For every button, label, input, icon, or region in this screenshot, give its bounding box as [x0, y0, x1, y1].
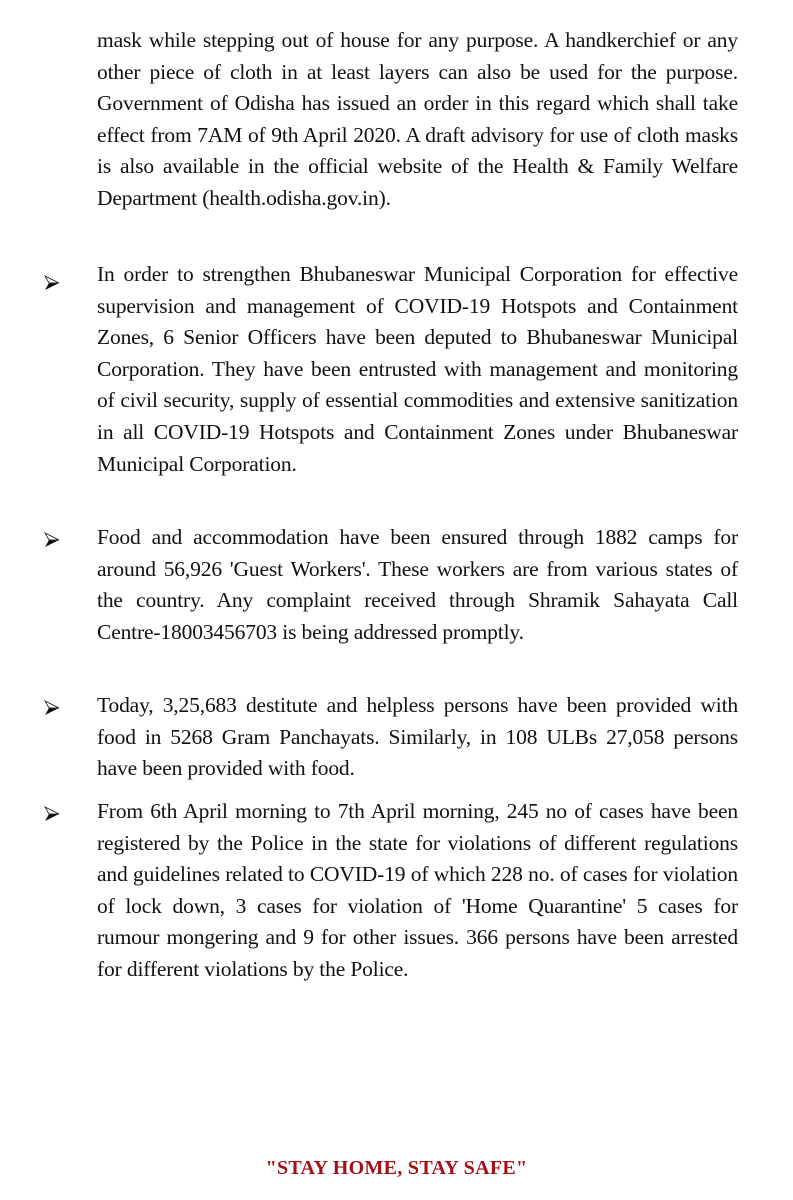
arrowhead-bullet-icon	[44, 532, 60, 548]
footer-slogan: "STAY HOME, STAY SAFE"	[265, 1157, 528, 1179]
arrowhead-bullet-icon	[44, 700, 60, 716]
arrowhead-bullet-icon	[44, 275, 60, 291]
bullet-text: Today, 3,25,683 destitute and helpless persons have been provided with food in 5268 Gram Panchayats. Similarly, in 108 ULBs 27,058 persons have been provided with food.	[97, 693, 738, 781]
continuation-paragraph: mask while stepping out of house for any purpose. A handkerchief or any other piece of cloth in at least layers can also be used for the purpose. Government of Odisha has issued an order in this regard which shall take effect from 7AM of 9th April 2020. A draft advisory for use of cloth masks is also available in the official website of the Health & Family Welfare Department (health.odisha.gov.in).	[97, 28, 738, 210]
bullet-text: Food and accommodation have been ensured through 1882 camps for around 56,926 'Guest Workers'. These workers are from various states of the country. Any complaint received through Shramik Sahayata Call Centre-18003456703 is being addressed promptly.	[97, 525, 738, 644]
bullet-text: From 6th April morning to 7th April morning, 245 no of cases have been registered by the Police in the state for violations of different regulations and guidelines related to COVID-19 of which 228 no. of cases for violation of lock down, 3 cases for violation of 'Home Quarantine' 5 cases for rumour mongering and 9 for other issues. 366 persons have been arrested for different violations by the Police.	[97, 799, 738, 981]
bullet-text: In order to strengthen Bhubaneswar Municipal Corporation for effective supervision and management of COVID-19 Hotspots and Containment Zones, 6 Senior Officers have been deputed to Bhubaneswar Municipal Corporation. They have been entrusted with management and monitoring of civil security, supply of essential commodities and extensive sanitization in all COVID-19 Hotspots and Containment Zones under Bhubaneswar Municipal Corporation.	[97, 262, 738, 476]
arrowhead-bullet-icon	[44, 806, 60, 822]
